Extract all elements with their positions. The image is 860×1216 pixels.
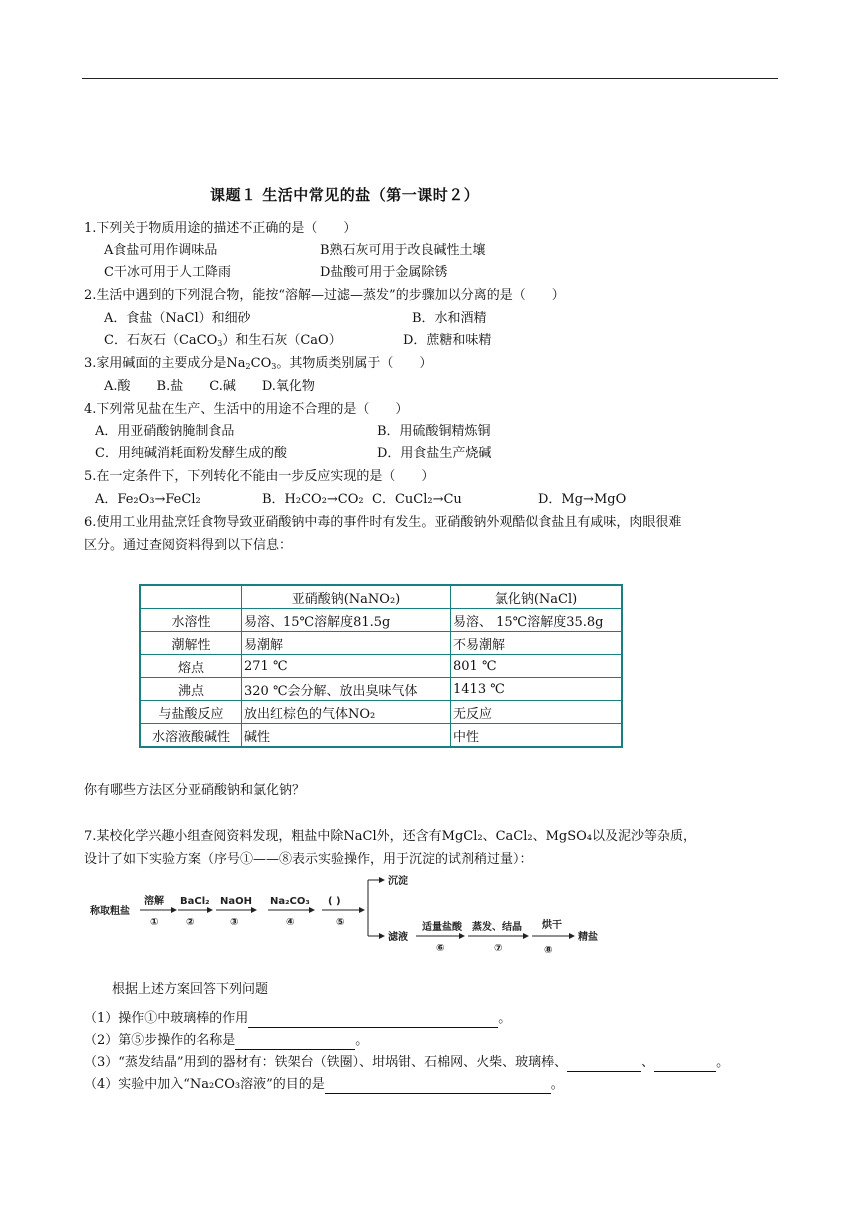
table-header-cell [140,585,242,609]
flow-start-label: 称取粗盐 [90,906,130,917]
table-cell: 801 ℃ [451,655,623,678]
page-title: 课题１ 生活中常见的盐（第一课时２） [210,186,480,204]
q1-option-d: D盐酸可用于金属除锈 [320,265,448,280]
q5-option-d: D．Mg→MgO [538,492,627,507]
q6-question: 你有哪些方法区分亚硝酸钠和氯化钠？ [84,783,306,798]
table-row [140,678,622,701]
table-cell: 320 ℃会分解、放出臭味气体 [242,678,451,701]
flow-step-label: BaCl₂ [180,896,210,907]
table-cell: 无反应 [451,701,623,724]
table-cell: 易潮解 [242,632,451,655]
table-cell: 潮解性 [140,632,242,655]
answer-blank[interactable] [235,1036,355,1050]
flow-precipitate-label: 沉淀 [388,876,408,887]
q2-option-a: A．食盐（NaCl）和细砂 [104,311,251,326]
flow-step-number: ⑥ [436,943,445,954]
q4-option-b: B．用硫酸铜精炼铜 [377,424,491,439]
flow-step-label: 适量盐酸 [422,922,462,933]
q1-stem: 1.下列关于物质用途的描述不正确的是（ ） [84,221,357,236]
table-cell: 1413 ℃ [451,678,623,701]
table-cell: 碱性 [242,724,451,748]
table-cell: 不易潮解 [451,632,623,655]
table-row [140,701,622,724]
q7-line2: 设计了如下实验方案（序号①——⑧表示实验操作，用于沉淀的试剂稍过量）： [84,852,533,867]
q4-option-d: D．用食盐生产烧碱 [377,446,492,461]
flow-step-number: ② [186,917,195,928]
q5-option-c: C．CuCl₂→Cu [372,492,462,507]
q7-sub4: （4）实验中加入“Na₂CO₃溶液”的目的是 。 [84,1077,564,1092]
flow-step-label: 蒸发、结晶 [472,922,522,933]
q4-stem: 4.下列常见盐在生产、生活中的用途不合理的是（ ） [84,402,409,417]
q6-line1: 6.使用工业用盐烹饪食物导致亚硝酸钠中毒的事件时有发生。亚硝酸钠外观酷似食盐且有咸味，肉眼很难 [84,515,682,530]
table-cell: 中性 [451,724,623,748]
table-cell: 易溶、 15℃溶解度35.8g [451,609,623,632]
q2-option-d: D．蔗糖和味精 [403,333,492,348]
flow-step-label: 溶解 [144,896,164,907]
table-cell: 水溶性 [140,609,242,632]
q2-option-b: B．水和酒精 [412,311,487,326]
table-row [140,655,622,678]
q1-option-c: C干冰可用于人工降雨 [104,265,231,280]
flow-step-label: Na₂CO₃ [270,896,310,907]
table-cell: 放出红棕色的气体NO₂ [242,701,451,724]
table-row [140,632,622,655]
q7-line1: 7.某校化学兴趣小组查阅资料发现，粗盐中除NaCl外，还含有MgCl₂、CaCl₂、MgSO₄以及泥沙等杂质， [84,829,697,844]
table-cell: 易溶、15℃溶解度81.5g [242,609,451,632]
q4-option-c: C．用纯碱消耗面粉发酵生成的酸 [95,446,287,461]
flow-step-label: NaOH [220,896,252,907]
flow-step-number: ④ [286,917,295,928]
q3-options: A.酸 B.盐 C.碱 D.氧化物 [104,379,315,394]
flow-step-label: 烘干 [542,920,562,931]
table-header-row [140,585,622,609]
answer-blank[interactable] [325,1080,551,1094]
q7-sub1: （1）操作①中玻璃棒的作用 。 [84,1011,512,1026]
table-cell: 271 ℃ [242,655,451,678]
table-cell: 沸点 [140,678,242,701]
q1-option-a: A食盐可用作调味品 [104,243,218,258]
table-header-cell: 氯化钠(NaCl) [451,585,623,609]
table-cell: 水溶液酸碱性 [140,724,242,748]
answer-blank[interactable] [654,1058,716,1072]
q7-sub2: （2）第⑤步操作的名称是 。 [84,1033,369,1048]
q7-lead: 根据上述方案回答下列问题 [112,982,269,997]
q6-line2: 区分。通过查阅资料得到以下信息： [84,538,293,553]
q7-sub3: （3）“蒸发结晶”用到的器材有：铁架台（铁圈）、坩埚钳、石棉网、火柴、玻璃棒、 、 。 [84,1055,730,1070]
q4-option-a: A．用亚硝酸钠腌制食品 [95,424,235,439]
table-row [140,609,622,632]
comparison-table [139,584,623,748]
table-cell: 与盐酸反应 [140,701,242,724]
answer-blank[interactable] [567,1058,641,1072]
header-rule [82,78,778,79]
experiment-flowchart [88,862,618,962]
flow-step-number: ⑧ [544,945,553,956]
q5-option-a: A．Fe₂O₃→FeCl₂ [95,492,201,507]
flow-end-label: 精盐 [578,932,598,943]
flow-step-number: ⑤ [336,917,345,928]
table-header-cell: 亚硝酸钠(NaNO₂) [242,585,451,609]
flow-step-number: ① [150,917,159,928]
q2-option-c: C．石灰石（CaCO$_3$）和生石灰（CaO） [104,333,342,348]
flow-step-number: ⑦ [494,943,503,954]
q3-stem: 3.家用碱面的主要成分是$Na_2CO_3$。其物质类别属于（ ） [84,356,433,371]
q2-stem: 2.生活中遇到的下列混合物，能按“溶解—过滤—蒸发”的步骤加以分离的是（ ） [84,288,565,303]
q5-stem: 5.在一定条件下，下列转化不能由一步反应实现的是（ ） [84,469,435,484]
table-cell: 熔点 [140,655,242,678]
table-row [140,724,622,748]
answer-blank[interactable] [248,1014,498,1028]
flow-filtrate-label: 滤液 [388,932,408,943]
q5-option-b: B．H₂CO₂→CO₂ [262,492,364,507]
flow-step-label: ( ) [328,896,341,907]
q1-option-b: B熟石灰可用于改良碱性土壤 [320,243,486,258]
flow-step-number: ③ [230,917,239,928]
